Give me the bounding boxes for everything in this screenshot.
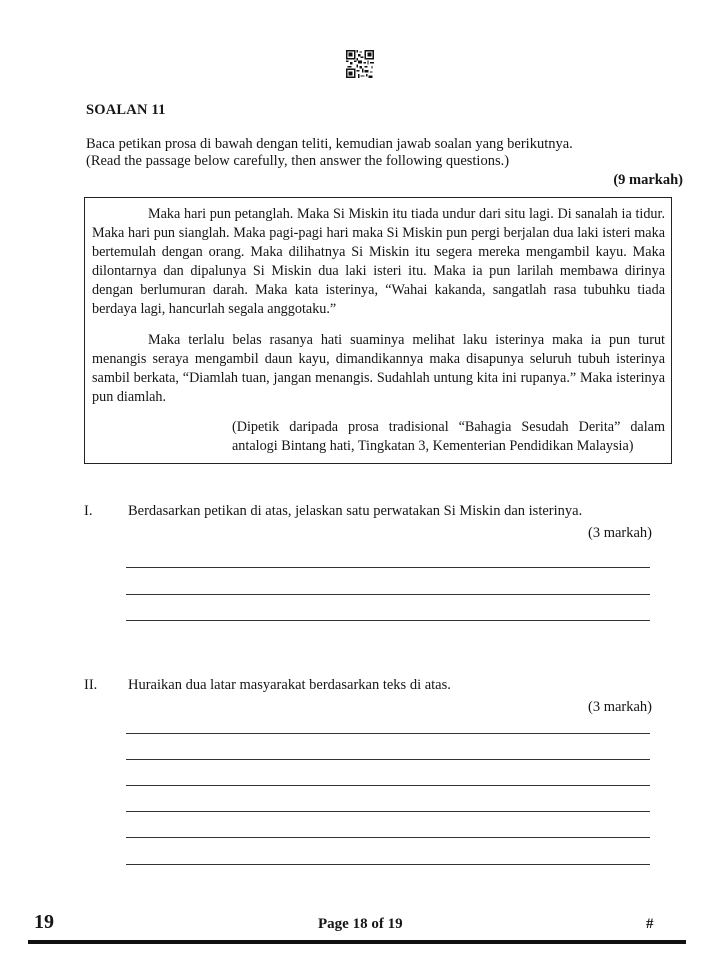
question-text: Huraikan dua latar masyarakat berdasarkan teks di atas. (128, 677, 451, 693)
passage-paragraph-2: Maka terlalu belas rasanya hati suaminya melihat laku isterinya maka ia pun turut menangis seraya mengambil daun kayu, dimandikannya maka disapunya seluruh tubuh isterinya sambil berkata, “Diamlah tuan, jangan menangis. Sudahlah untung kita ini rupanya.” Maka isterinya pun diamlah. (92, 331, 665, 405)
answer-line[interactable] (126, 837, 650, 838)
total-marks: (9 markah) (613, 172, 683, 188)
question-marks: (3 markah) (587, 699, 652, 715)
answer-line[interactable] (126, 733, 650, 734)
footer-divider (28, 940, 686, 944)
answer-line[interactable] (126, 785, 650, 786)
answer-line[interactable] (126, 594, 650, 595)
instruction-english: (Read the passage below carefully, then answer the following questions.) (86, 153, 510, 169)
passage-box (84, 197, 672, 464)
footer-page-code: 19 (34, 911, 54, 933)
question-title: SOALAN 11 (86, 102, 166, 118)
answer-line[interactable] (126, 864, 650, 865)
footer-hash: # (646, 916, 654, 932)
passage-paragraph-1: Maka hari pun petanglah. Maka Si Miskin itu tiada undur dari situ lagi. Di sanalah ia tidur. Maka hari pun sianglah. Maka pagi-pagi hari maka Si Miskin pun pergi berjalan dua laki isteri maka bertemulah dengan orang. Maka dilihatnya Si Miskin itu segera mereka mengambil kayu. Maka dilontarnya dan dipalunya Si Miskin dua laki isteri itu. Maka ia pun larilah membawa dirinya dengan berlumuran darah. Maka kata isterinya, “Wahai kakanda, sangatlah rasa tubuhku tiada berdaya lagi, hancurlah segala anggotaku.” (92, 206, 665, 318)
instruction-malay: Baca petikan prosa di bawah dengan teliti, kemudian jawab soalan yang berikutnya. (86, 136, 573, 152)
answer-line[interactable] (126, 811, 650, 812)
answer-line[interactable] (126, 620, 650, 621)
passage-citation: (Dipetik daripada prosa tradisional “Bahagia Sesudah Derita” dalam antalogi Bintang hati, Tingkatan 3, Kementerian Pendidikan Malaysia) (232, 418, 665, 454)
footer-page-number: Page 18 of 19 (318, 916, 403, 932)
qr-code-icon (346, 50, 374, 78)
question-text: Berdasarkan petikan di atas, jelaskan satu perwatakan Si Miskin dan isterinya. (128, 503, 583, 519)
question-number: I. (84, 503, 93, 519)
question-number: II. (84, 677, 98, 693)
question-marks: (3 markah) (587, 525, 652, 541)
answer-line[interactable] (126, 759, 650, 760)
answer-line[interactable] (126, 567, 650, 568)
